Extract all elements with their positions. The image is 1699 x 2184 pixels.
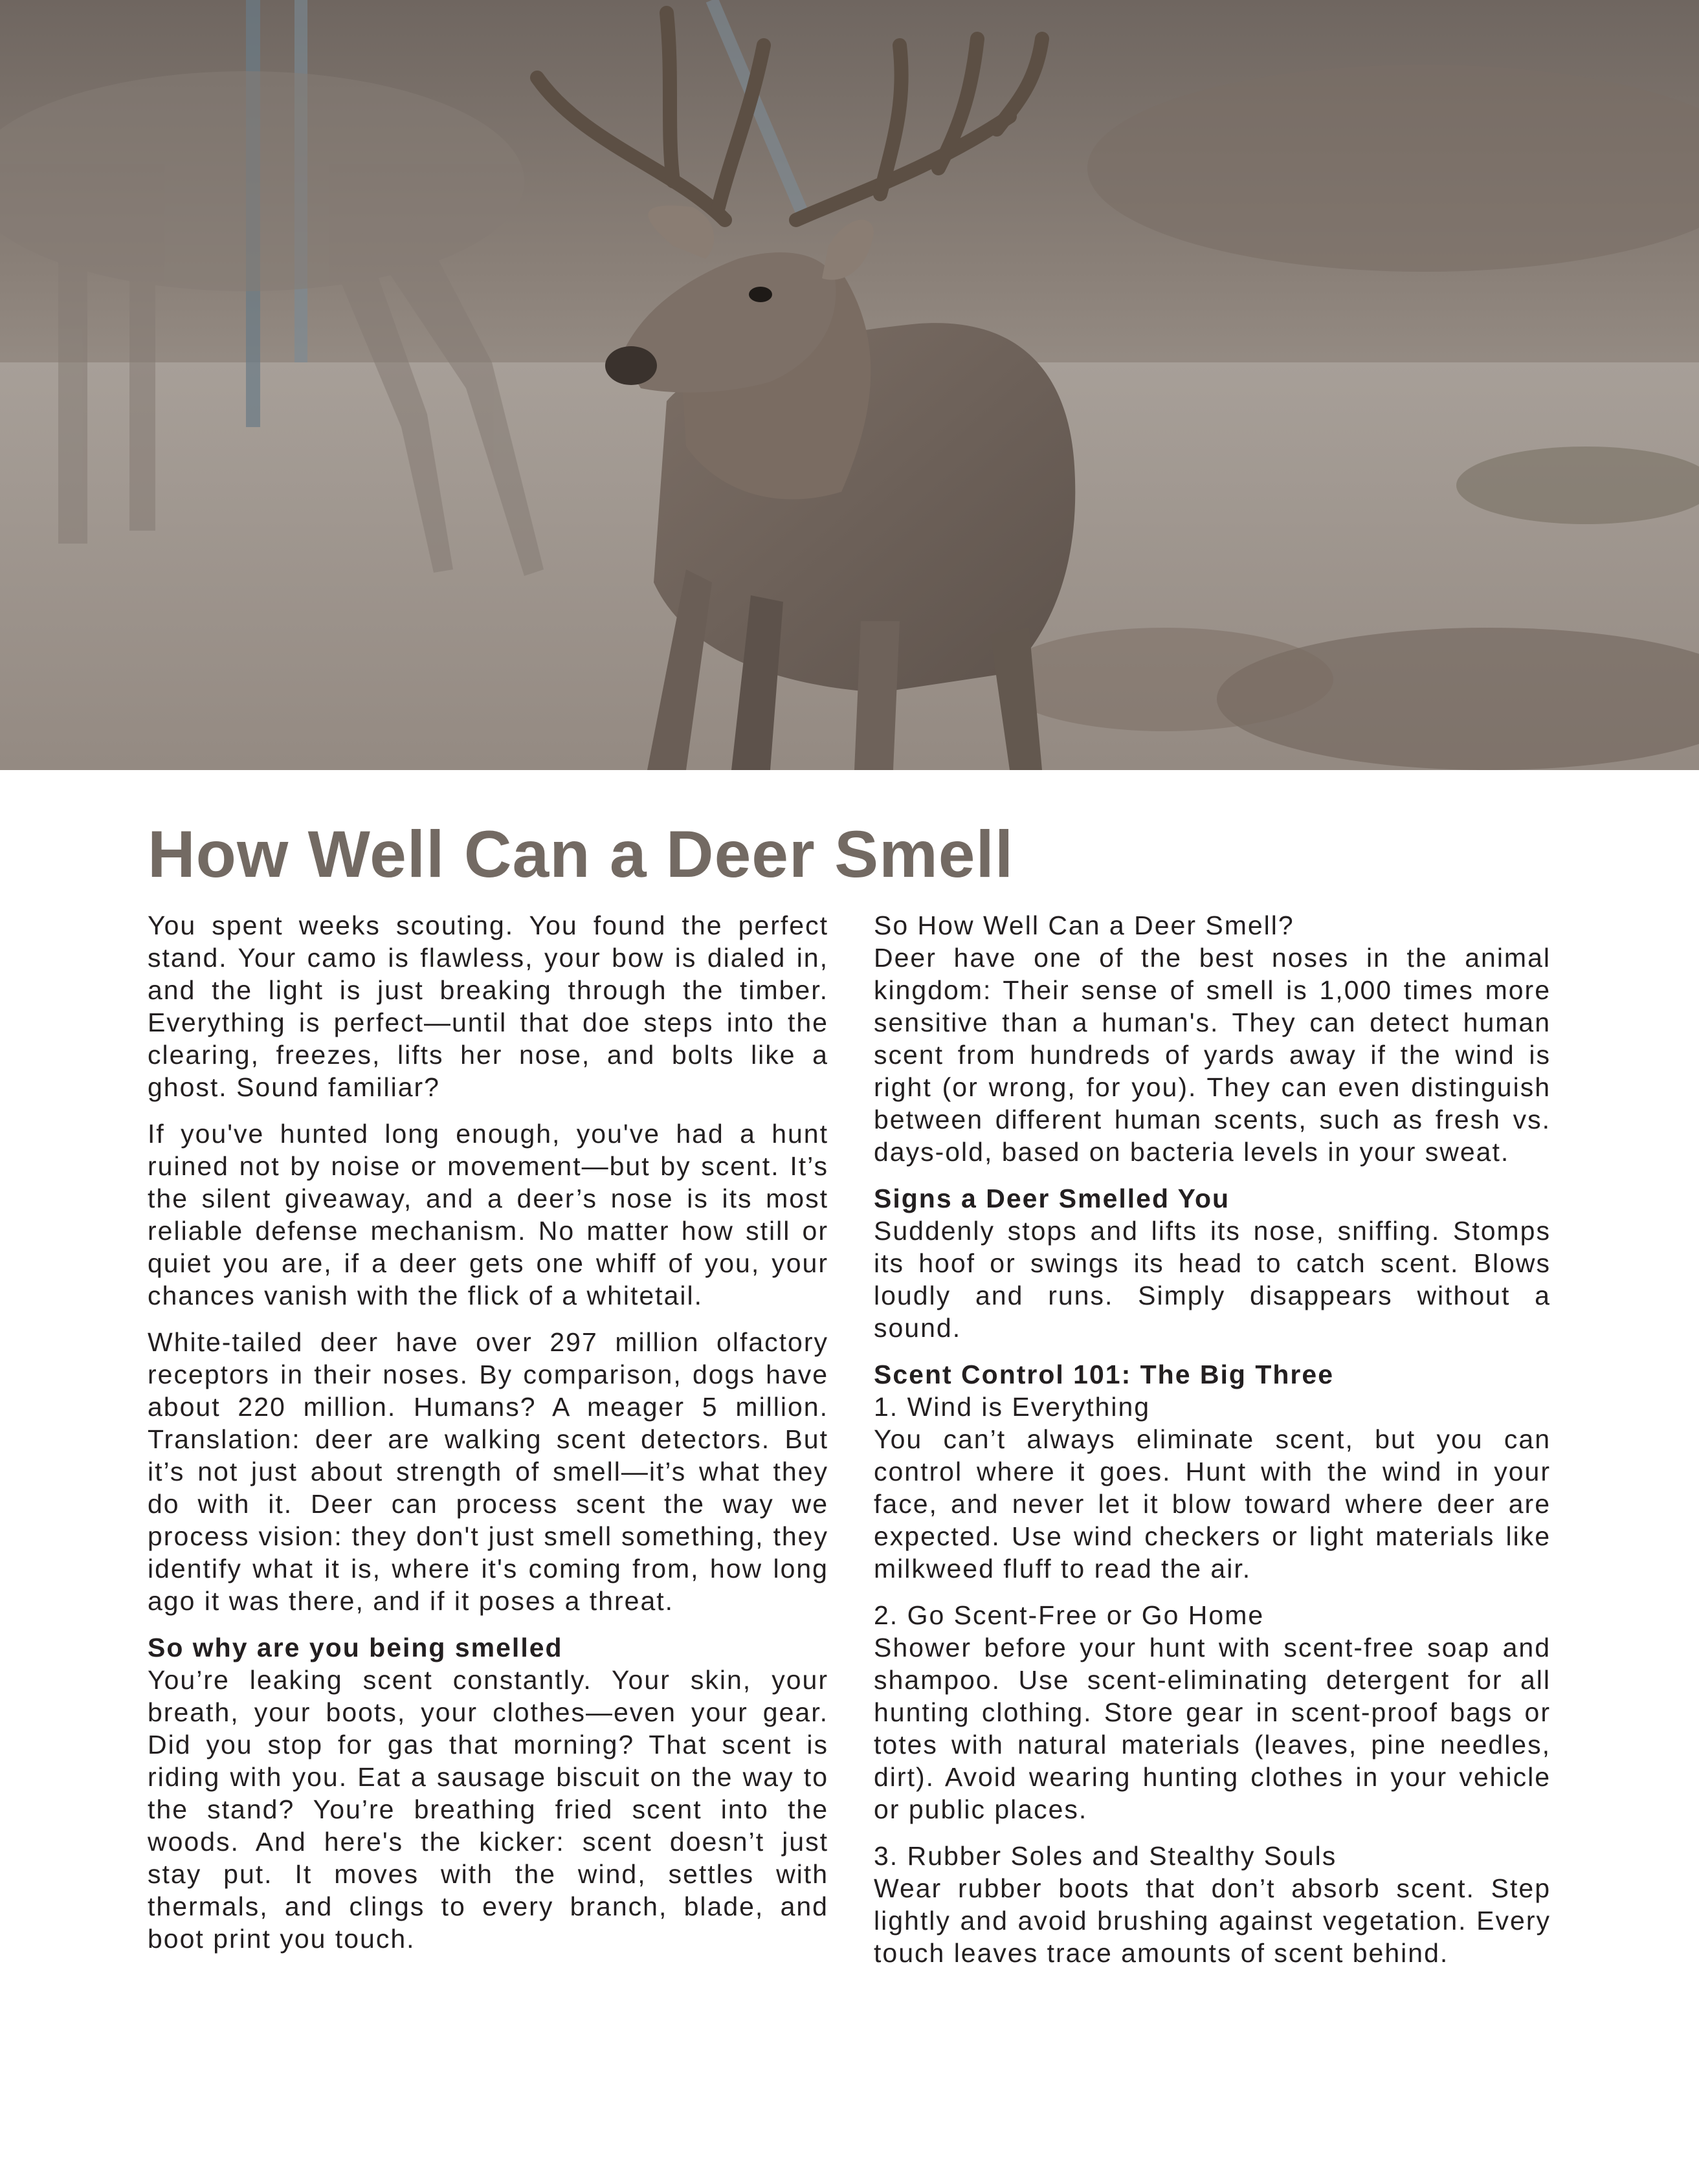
signs-section <box>874 1182 1551 1344</box>
signs-heading: Signs a Deer Smelled You <box>874 1184 1230 1213</box>
how-well-paragraph: Deer have one of the best noses in the animal kingdom: Their sense of smell is 1,000 times more sensitive than a human's. They can detect human scent from hundreds of yards away if the wind is right (or wrong, for you). They can even distinguish between different human scents, such as fresh vs. days-old, based on bacteria levels in your sweat. <box>874 943 1551 1167</box>
rubber-soles-section <box>874 1840 1551 1969</box>
why-smelled-paragraph: You’re leaking scent constantly. Your skin, your breath, your boots, your clothes—even your gear. Did you stop for gas that morning? That scent is riding with you. Eat a sausage biscuit on the way to the stand? You’re breathing fried scent into the woods. And here's the kicker: scent doesn’t just stay put. It moves with the wind, settles with thermals, and clings to every branch, blade, and boot print you touch. <box>148 1665 828 1954</box>
why-smelled-heading: So why are you being smelled <box>148 1633 563 1662</box>
scent-free-paragraph: Shower before your hunt with scent-free soap and shampoo. Use scent-eliminating detergent for all hunting clothing. Store gear in scent-proof bags or totes with natural materials (leaves, pine needles, dirt). Avoid wearing hunting clothes in your vehicle or public places. <box>874 1633 1551 1824</box>
article-title: How Well Can a Deer Smell <box>148 817 1014 891</box>
rubber-soles-subheading: 3. Rubber Soles and Stealthy Souls <box>874 1841 1337 1871</box>
deer-photo-illustration <box>0 0 1699 770</box>
scent-free-subheading: 2. Go Scent-Free or Go Home <box>874 1600 1265 1630</box>
olfactory-receptors-paragraph: White-tailed deer have over 297 million olfactory receptors in their noses. By comparison, dogs have about 220 million. Humans? A meager 5 million. Translation: deer are walking scent detectors. But it’s not just about strength of smell—it’s what they do with it. Deer can process scent the way we process vision: they don't just smell something, they identify what it is, where it's coming from, how long ago it was there, and if it poses a threat. <box>148 1327 828 1616</box>
wind-subheading: 1. Wind is Everything <box>874 1392 1151 1422</box>
signs-paragraph: Suddenly stops and lifts its nose, sniffing. Stomps its hoof or swings its head to catch scent. Blows loudly and runs. Simply disappears without a sound. <box>874 1216 1551 1343</box>
left-column <box>148 909 828 1969</box>
scent-control-section <box>874 1358 1551 1585</box>
why-smelled-section <box>148 1631 828 1955</box>
rubber-soles-paragraph: Wear rubber boots that don’t absorb scent. Step lightly and avoid brushing against vegetation. Every touch leaves trace amounts of scent behind. <box>874 1873 1551 1968</box>
hero-photo <box>0 0 1699 770</box>
how-well-section <box>874 909 1551 1168</box>
right-column <box>874 909 1551 1983</box>
how-well-subheading: So How Well Can a Deer Smell? <box>874 910 1294 940</box>
wind-paragraph: You can’t always eliminate scent, but you can control where it goes. Hunt with the wind in your face, and never let it blow toward where deer are expected. Use wind checkers or light materials like milkweed fluff to read the air. <box>874 1424 1551 1583</box>
scent-control-heading: Scent Control 101: The Big Three <box>874 1360 1334 1389</box>
intro-paragraph: You spent weeks scouting. You found the perfect stand. Your camo is flawless, your bow is dialed in, and the light is just breaking through the timber. Everything is perfect—until that doe steps into the clearing, freezes, lifts her nose, and bolts like a ghost. Sound familiar? <box>148 910 828 1102</box>
scent-giveaway-paragraph: If you've hunted long enough, you've had a hunt ruined not by noise or movement—but by scent. It’s the silent giveaway, and a deer’s nose is its most reliable defense mechanism. No matter how still or quiet you are, if a deer gets one whiff of you, your chances vanish with the flick of a whitetail. <box>148 1119 828 1310</box>
scent-free-section <box>874 1599 1551 1826</box>
